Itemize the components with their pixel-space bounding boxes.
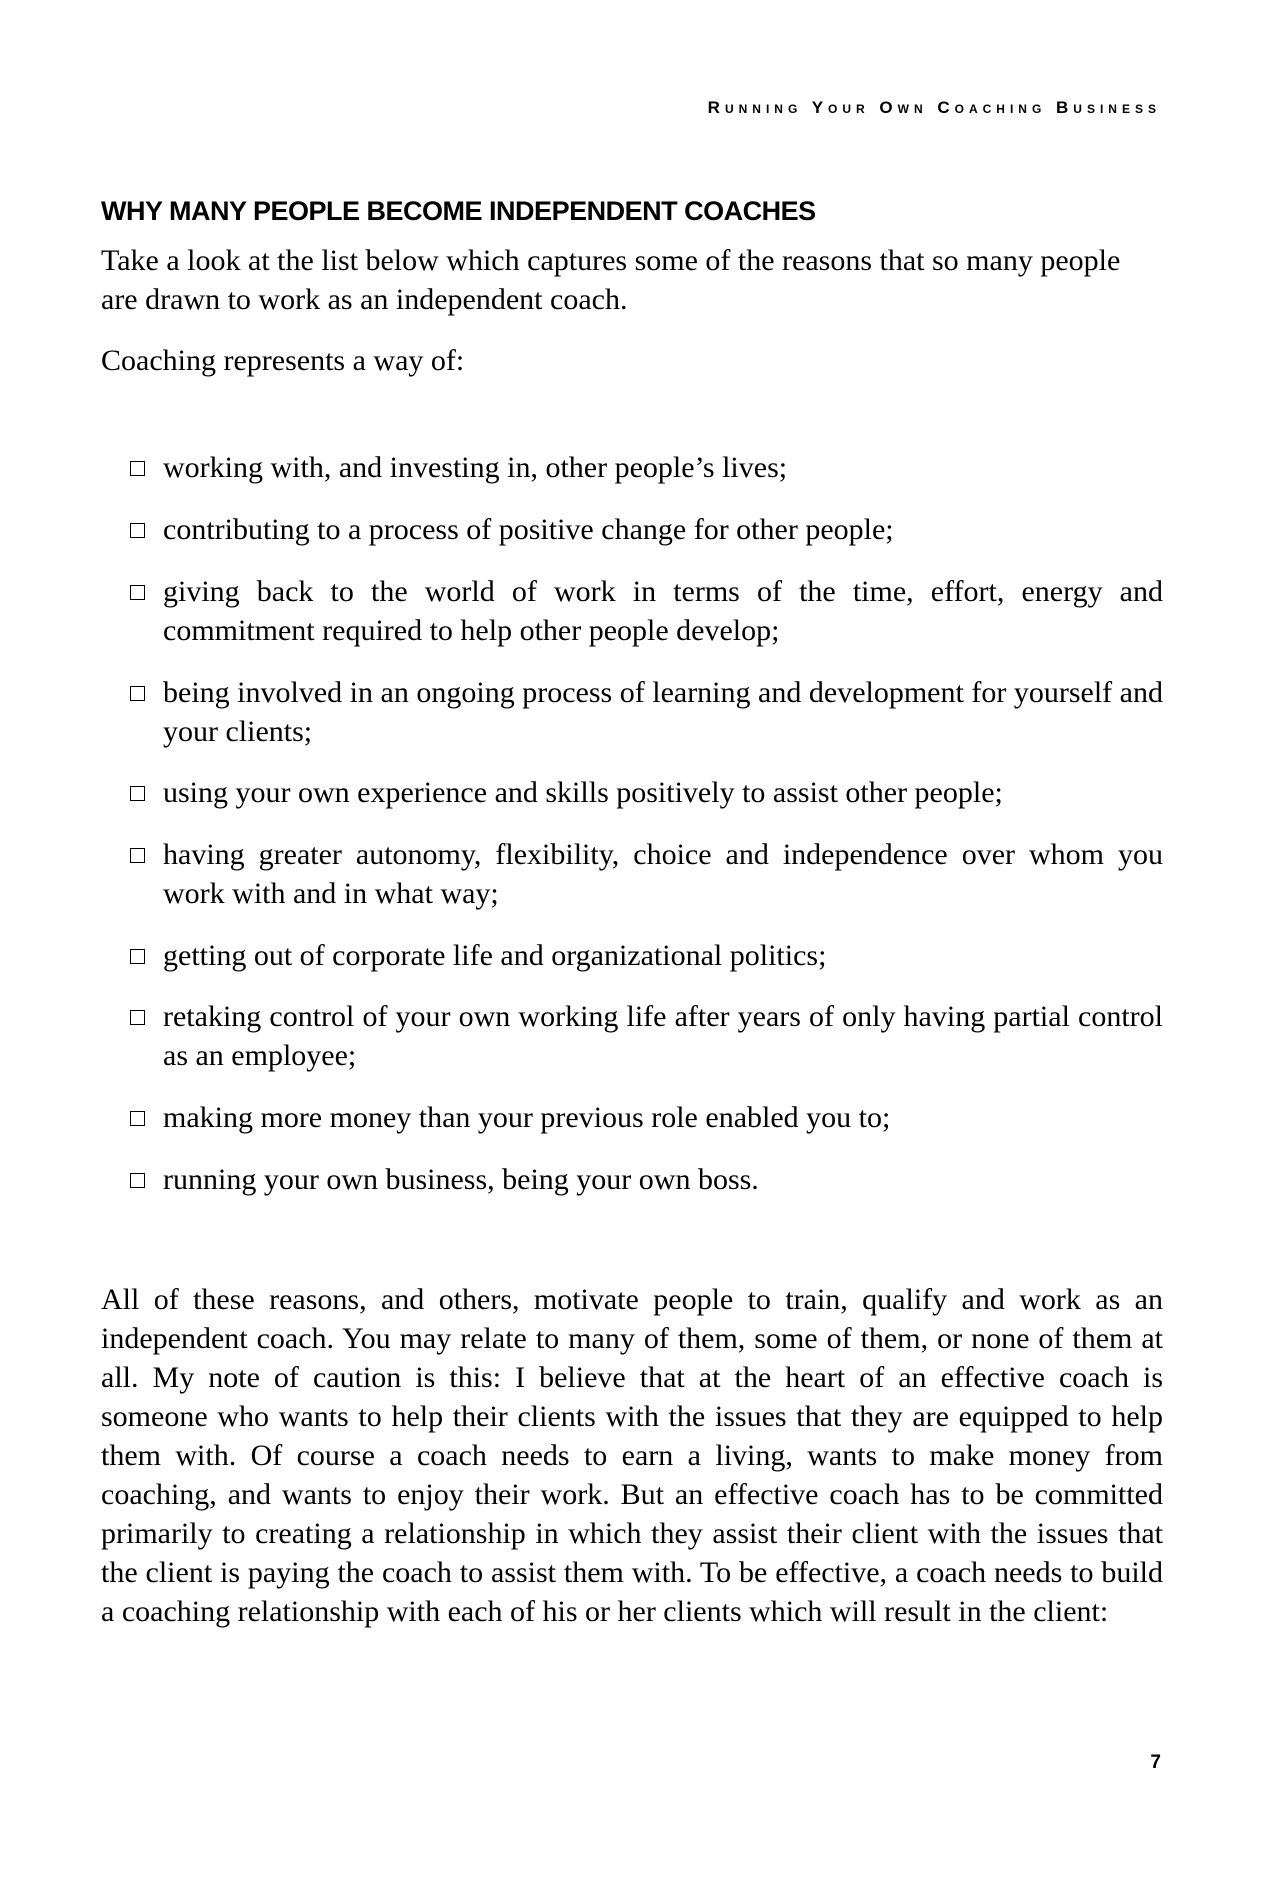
checkbox-bullet-icon	[130, 949, 145, 964]
intro-paragraph: Take a look at the list below which captures some of the reasons that so many people are drawn to work as an independent coach.	[101, 244, 1121, 316]
checkbox-bullet-icon	[130, 848, 145, 863]
list-item-text: retaking control of your own working life after years of only having partial control as an employee;	[163, 1000, 1163, 1072]
checkbox-bullet-icon	[130, 585, 145, 600]
lead-in-sentence: Coaching represents a way of:	[101, 344, 465, 377]
checkbox-bullet-icon	[130, 461, 145, 476]
list-item-text: giving back to the world of work in terms of the time, effort, energy and commitment required to help other people develop;	[163, 575, 1163, 647]
list-item-text: getting out of corporate life and organizational politics;	[163, 939, 827, 972]
page-number: 7	[1150, 1752, 1161, 1773]
checkbox-bullet-icon	[130, 686, 145, 701]
running-header: Running Your Own Coaching Business	[707, 98, 1161, 117]
closing-paragraph: All of these reasons, and others, motivate people to train, qualify and work as an independent coach. You may relate to many of them, some of them, or none of them at all. My note of caution is this: I believe that at the heart of an effective coach is someone who wants to help their clients with the issues that they are equipped to help them with. Of course a coach needs to earn a living, wants to make money from coaching, and wants to enjoy their work. But an effective coach has to be committed primarily to creating a relationship in which they assist their client with the issues that the client is paying the coach to assist them with. To be effective, a coach needs to build a coaching relationship with each of his or her clients which will result in the client:	[101, 1283, 1163, 1628]
section-heading: WHY MANY PEOPLE BECOME INDEPENDENT COACHES	[101, 196, 816, 226]
list-item	[130, 773, 1163, 812]
checkbox-bullet-icon	[130, 786, 145, 801]
checkbox-bullet-icon	[130, 523, 145, 538]
list-item	[130, 572, 1163, 650]
list-item	[130, 835, 1163, 913]
list-item	[130, 997, 1163, 1075]
list-item	[130, 448, 1163, 487]
list-item	[130, 936, 1163, 975]
list-item-text: contributing to a process of positive change for other people;	[163, 513, 894, 546]
list-item-text: being involved in an ongoing process of learning and development for yourself and your clients;	[163, 676, 1163, 748]
checkbox-bullet-icon	[130, 1173, 145, 1188]
list-item	[130, 1160, 1163, 1199]
list-item-text: using your own experience and skills positively to assist other people;	[163, 776, 1003, 809]
list-item-text: running your own business, being your own boss.	[163, 1163, 759, 1196]
checkbox-bullet-icon	[130, 1010, 145, 1025]
list-item	[130, 1098, 1163, 1137]
checkbox-bullet-icon	[130, 1111, 145, 1126]
list-item	[130, 673, 1163, 751]
list-item	[130, 510, 1163, 549]
list-item-text: having greater autonomy, flexibility, choice and independence over whom you work with and in what way;	[163, 838, 1163, 910]
list-item-text: making more money than your previous role enabled you to;	[163, 1101, 891, 1134]
list-item-text: working with, and investing in, other people’s lives;	[163, 451, 788, 484]
